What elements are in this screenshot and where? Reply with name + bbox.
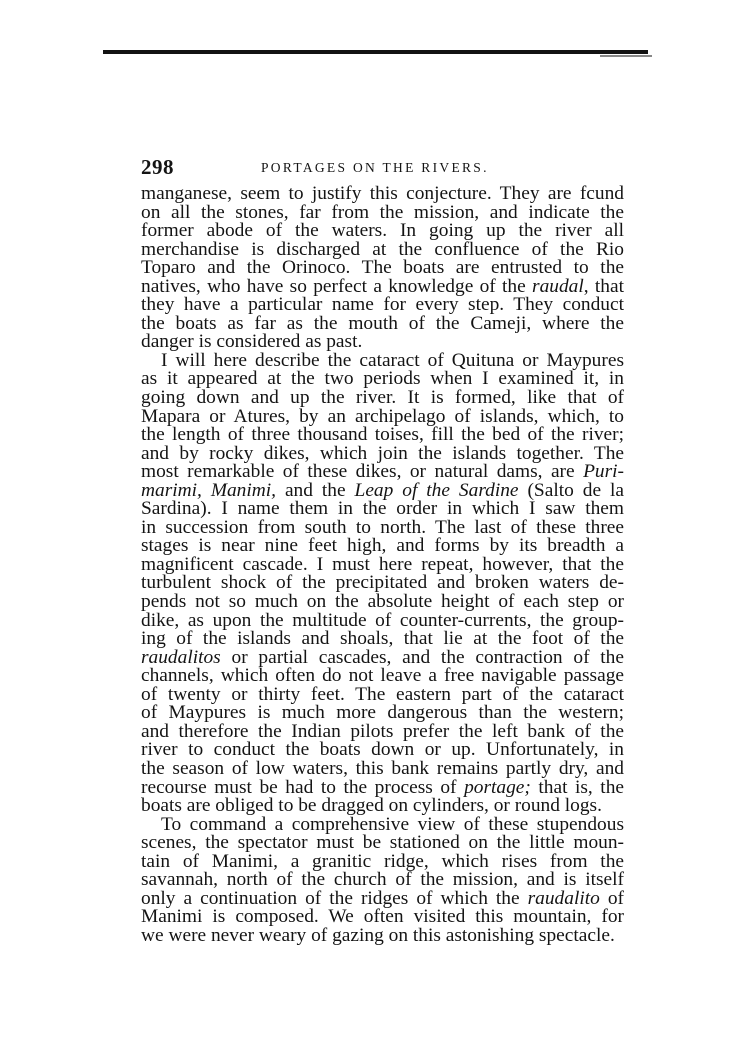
- text-run: boats are obliged to be dragged on cylinders, or round logs.: [141, 795, 602, 817]
- text-run: Manimi is composed. We often visited this mountain, for: [141, 906, 624, 928]
- italic-text: raudalito: [527, 887, 600, 909]
- text-run: and by rocky dikes, which join the islands together. The: [141, 442, 624, 464]
- text-run: Sardina). I name them in the order in which I saw them: [141, 498, 624, 520]
- text-run: the length of three thousand toises, fill the bed of the river;: [141, 424, 624, 446]
- text-run: or partial cascades, and the contraction of the: [220, 646, 624, 668]
- top-rule: [103, 50, 648, 54]
- italic-text: raudalitos: [141, 646, 221, 668]
- text-run: natives, who have so perfect a knowledge of the: [141, 275, 533, 297]
- text-run: , that: [583, 275, 624, 297]
- text-run: the season of low waters, this bank remains partly dry, and: [141, 757, 624, 779]
- text-run: as it appeared at the two periods when I examined it, in: [141, 368, 624, 390]
- text-run: (Salto de la: [518, 479, 624, 501]
- text-run: To command a comprehensive view of these stupendous: [161, 813, 624, 835]
- page-header: [141, 155, 624, 181]
- text-run: pends not so much on the absolute height of each step or: [141, 591, 624, 613]
- text-run: going down and up the river. It is formed, like that of: [141, 387, 624, 409]
- text-run: of Maypures is much more dangerous than the western;: [141, 702, 624, 724]
- text-run: dike, as upon the multitude of counter-currents, the group-: [141, 609, 624, 631]
- text-run: of: [599, 887, 624, 909]
- paragraph: [141, 349, 625, 817]
- text-run: scenes, the spectator must be stationed on the little moun-: [141, 832, 624, 854]
- text-run: the boats as far as the mouth of the Cameji, where the: [141, 312, 624, 334]
- text-run: channels, which often do not leave a free navigable passage: [141, 665, 624, 687]
- text-run: Toparo and the Orinoco. The boats are entrusted to the: [141, 257, 624, 279]
- italic-text: Leap of the Sardine: [354, 479, 519, 501]
- body-text: [141, 185, 624, 945]
- italic-text: portage;: [464, 776, 531, 798]
- page-number: 298: [141, 155, 174, 179]
- text-run: most remarkable of these dikes, or natural dams, are: [141, 461, 584, 483]
- text-run: of twenty or thirty feet. The eastern part of the cataract: [141, 683, 624, 705]
- running-head: PORTAGES ON THE RIVERS.: [261, 160, 489, 175]
- paragraph: [141, 813, 624, 946]
- text-run: they have a particular name for every step. They conduct: [141, 294, 624, 316]
- text-run: on all the stones, far from the mission, and indicate the: [141, 201, 624, 223]
- text-run: manganese, seem to justify this conjecture. They are fcund: [141, 183, 624, 204]
- italic-text: raudal: [532, 275, 584, 297]
- text-run: Mapara or Atures, by an archipelago of islands, which, to: [141, 405, 624, 427]
- text-run: ing of the islands and shoals, that lie at the foot of the: [141, 628, 624, 650]
- text-run: in succession from south to north. The last of these three: [141, 516, 624, 538]
- text-run: only a continuation of the ridges of which the: [141, 887, 528, 909]
- text-run: turbulent shock of the precipitated and broken waters de-: [141, 572, 624, 594]
- text-run: river to conduct the boats down or up. Unfortunately, in: [141, 739, 624, 761]
- top-rule-tail: [600, 55, 652, 57]
- text-run: danger is considered as past.: [141, 331, 363, 353]
- text-run: magnificent cascade. I must here repeat, however, that the: [141, 553, 624, 575]
- text-run: merchandise is discharged at the confluence of the Rio: [141, 238, 624, 260]
- text-run: that is, the: [530, 776, 625, 798]
- paragraph: [141, 185, 624, 352]
- text-line: [141, 924, 624, 946]
- text-run: stages is near nine feet high, and forms by its breadth a: [141, 535, 624, 557]
- text-run: I will here describe the cataract of Quituna or Maypures: [161, 349, 624, 371]
- text-run: tain of Manimi, a granitic ridge, which rises from the: [141, 850, 624, 872]
- italic-text: Puri-: [583, 461, 624, 483]
- text-run: recourse must be had to the process of: [141, 776, 465, 798]
- text-run: savannah, north of the church of the mission, and is itself: [141, 869, 624, 891]
- text-run: former abode of the waters. In going up the river all: [141, 220, 624, 242]
- italic-text: marimi, Manimi,: [141, 479, 276, 501]
- text-run: and therefore the Indian pilots prefer the left bank of the: [141, 720, 624, 742]
- text-run: we were never weary of gazing on this astonishing spectacle.: [141, 924, 615, 946]
- text-run: and the: [276, 479, 355, 501]
